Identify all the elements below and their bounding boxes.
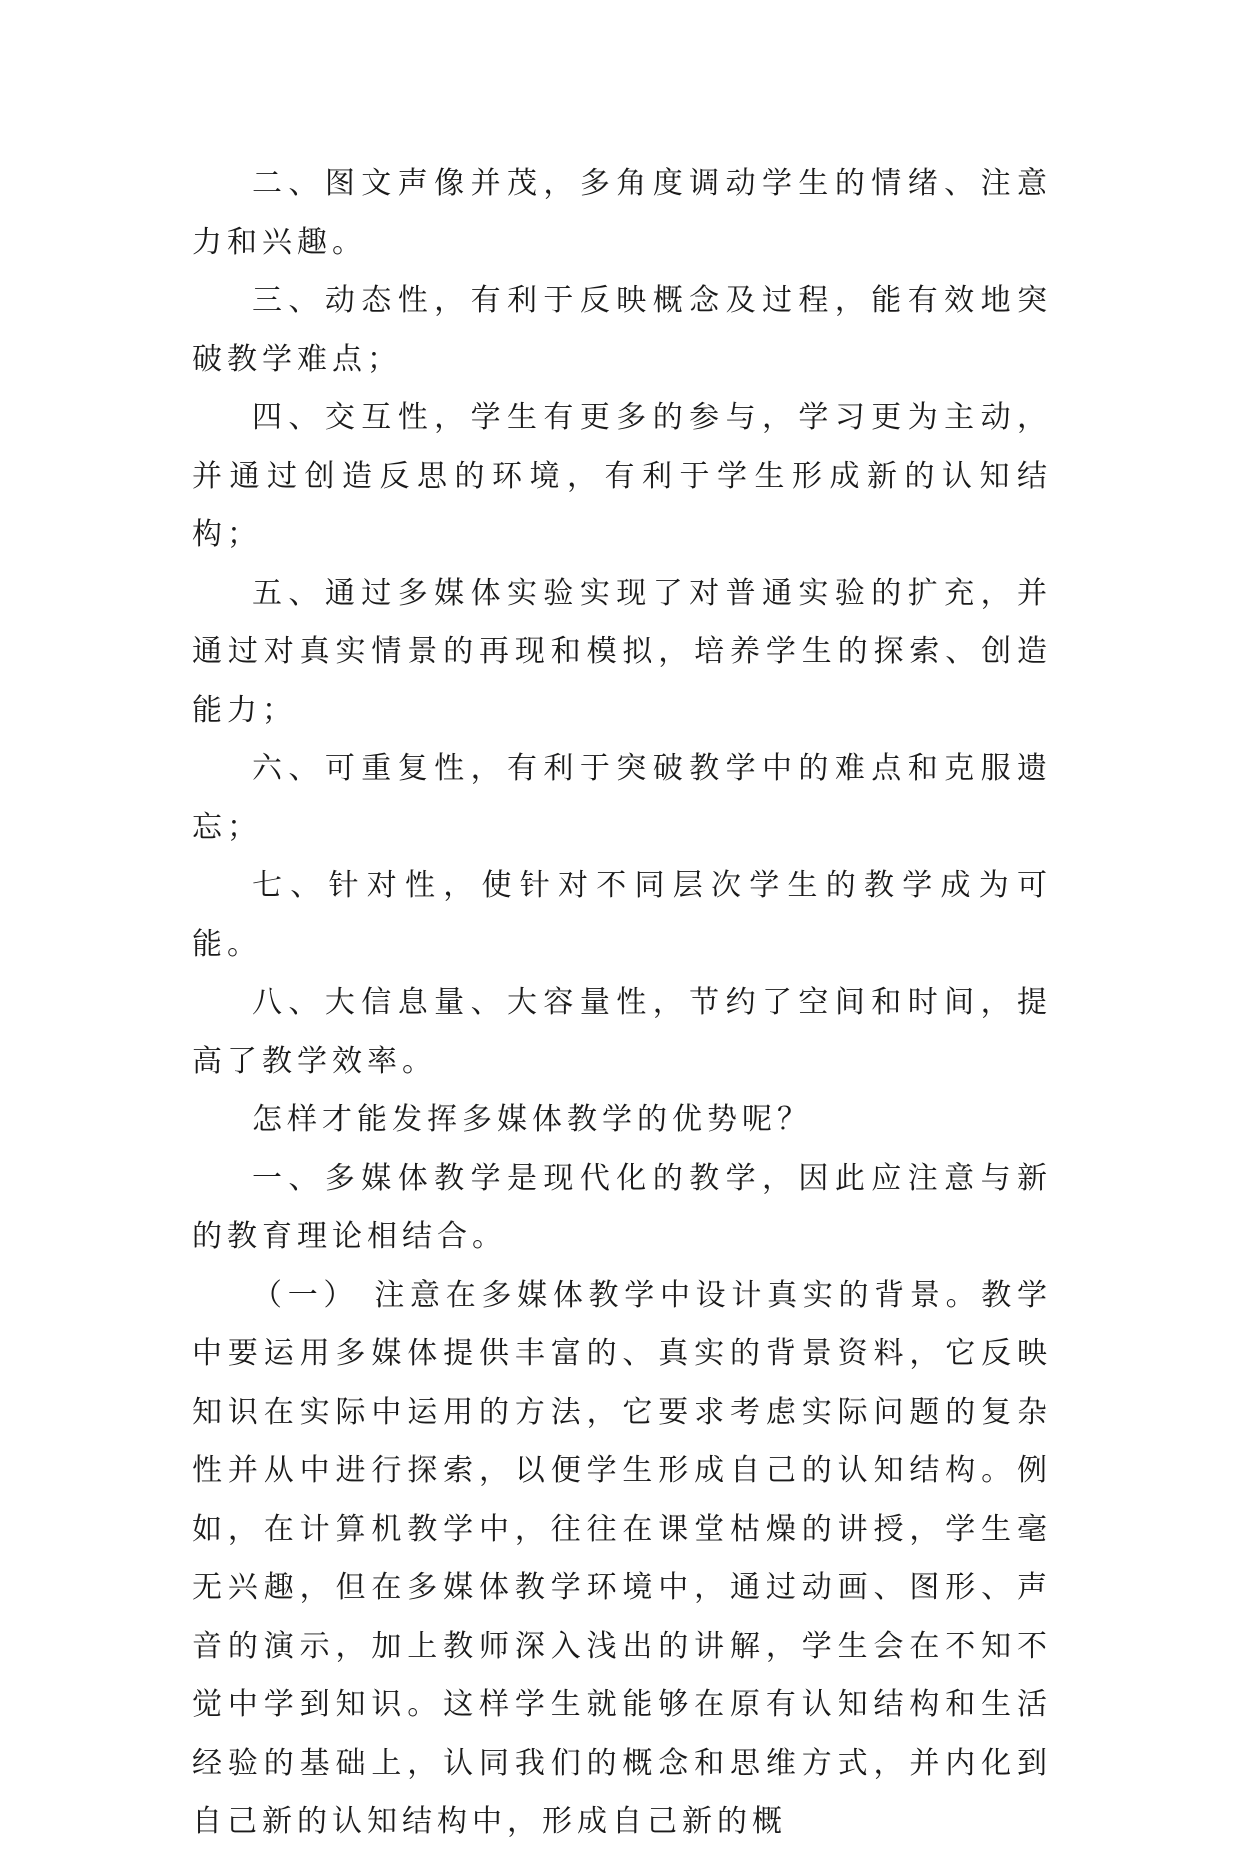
paragraph-item-6: 六、可重复性，有利于突破教学中的难点和克服遗忘； [192, 751, 1052, 845]
paragraph-item-3: 三、动态性，有利于反映概念及过程，能有效地突破教学难点； [192, 283, 1052, 377]
paragraph-item-4: 四、交互性，学生有更多的参与，学习更为主动，并通过创造反思的环境，有利于学生形成新的认知结构； [192, 400, 1052, 552]
paragraph-item-8: 八、大信息量、大容量性，节约了空间和时间，提高了教学效率。 [192, 985, 1052, 1079]
document-body [192, 155, 1052, 1852]
paragraph-subpoint-1: （一） 注意在多媒体教学中设计真实的背景。教学中要运用多媒体提供丰富的、真实的背景资料，它反映知识在实际中运用的方法，它要求考虑实际问题的复杂性并从中进行探索，以便学生形成自己的认知结构。例如，在计算机教学中，往往在课堂枯燥的讲授，学生毫无兴趣，但在多媒体教学环境中，通过动画、图形、声音的演示，加上教师深入浅出的讲解，学生会在不知不觉中学到知识。这样学生就能够在原有认知结构和生活经验的基础上，认同我们的概念和思维方式，并内化到自己新的认知结构中，形成自己新的概 [192, 1277, 1052, 1839]
paragraph-item-5: 五、通过多媒体实验实现了对普通实验的扩充，并通过对真实情景的再现和模拟，培养学生的探索、创造能力； [192, 575, 1052, 728]
paragraph-item-7: 七、针对性，使针对不同层次学生的教学成为可能。 [192, 868, 1052, 962]
paragraph-point-1: 一、多媒体教学是现代化的教学，因此应注意与新的教育理论相结合。 [192, 1160, 1052, 1254]
paragraph-item-2: 二、图文声像并茂，多角度调动学生的情绪、注意力和兴趣。 [192, 166, 1052, 260]
section-question: 怎样才能发挥多媒体教学的优势呢？ [252, 1102, 812, 1137]
